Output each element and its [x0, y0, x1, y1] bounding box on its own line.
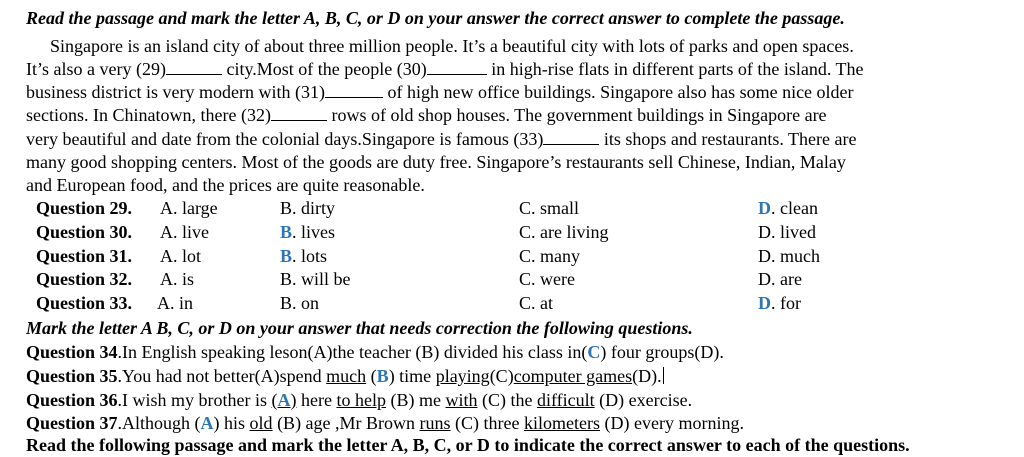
- passage-line: and European food, and the prices are quite reasonable.: [26, 175, 425, 195]
- blank-29[interactable]: [166, 59, 222, 75]
- answer-mark: C: [587, 342, 601, 362]
- question-label: Question 29.: [36, 198, 133, 218]
- question-label: Question 30.: [36, 222, 133, 242]
- answer-mark: B: [376, 366, 389, 386]
- option-b[interactable]: B. dirty: [280, 198, 336, 218]
- instruction-heading: Mark the letter A B, C, or D on your answer that needs correction the following questions.: [26, 318, 693, 338]
- passage-line: Singapore is an island city of about three million people. It’s a beautiful city with lots of parks and open spaces.: [50, 36, 854, 56]
- next-instruction-cutoff: Read the following passage and mark the letter A, B, C, or D to indicate the correct answer to each of the questions.: [26, 435, 910, 455]
- passage-line: It’s also a very (29) city.Most of the people (30) in high-rise flats in different parts of the island. The: [26, 59, 864, 79]
- blank-31[interactable]: [325, 82, 383, 98]
- passage-line: very beautiful and date from the colonial days.Singapore is famous (33) its shops and restaurants. There are: [26, 129, 857, 149]
- option-d-selected[interactable]: D. clean: [758, 198, 818, 218]
- option-a[interactable]: A. large: [160, 198, 218, 218]
- option-c[interactable]: C. small: [519, 198, 580, 218]
- passage-line: business district is very modern with (31) of high new office buildings. Singapore also has some nice older: [26, 82, 854, 102]
- option-b[interactable]: B. on: [280, 293, 320, 313]
- option-c[interactable]: C. are living: [519, 222, 609, 242]
- option-a[interactable]: A. in: [157, 293, 193, 313]
- option-c[interactable]: C. many: [519, 246, 580, 266]
- instruction-heading: Read the passage and mark the letter A, B, C, or D on your answer the correct answer to complete the passage.: [26, 8, 845, 28]
- question-37: Question 37.Although (A) his old (B) age ,Mr Brown runs (C) three kilometers (D) every morning.: [26, 413, 744, 433]
- option-c[interactable]: C. at: [519, 293, 553, 313]
- blank-33[interactable]: [543, 129, 599, 145]
- text-cursor: [663, 367, 664, 384]
- option-a[interactable]: A. is: [160, 269, 195, 289]
- option-b-selected[interactable]: B. lots: [280, 246, 328, 266]
- question-label: Question 33.: [36, 293, 133, 313]
- option-a[interactable]: A. lot: [160, 246, 202, 266]
- passage-line: many good shopping centers. Most of the goods are duty free. Singapore’s restaurants sell Chinese, Indian, Malay: [26, 152, 846, 172]
- question-label: Question 32.: [36, 269, 133, 289]
- option-b-selected[interactable]: B. lives: [280, 222, 336, 242]
- question-label: Question 31.: [36, 246, 133, 266]
- option-b[interactable]: B. will be: [280, 269, 351, 289]
- question-36: Question 36.I wish my brother is (A) here to help (B) me with (C) the difficult (D) exercise.: [26, 390, 693, 410]
- question-34: Question 34.In English speaking leson(A)the teacher (B) divided his class in(C) four groups(D).: [26, 342, 724, 362]
- passage-line: sections. In Chinatown, there (32) rows of old shop houses. The government buildings in Singapore are: [26, 105, 827, 125]
- blank-30[interactable]: [427, 59, 487, 75]
- blank-32[interactable]: [271, 105, 327, 121]
- option-d[interactable]: D. are: [758, 269, 802, 289]
- option-d-selected[interactable]: D. for: [758, 293, 801, 313]
- answer-mark: A: [277, 390, 291, 410]
- option-d[interactable]: D. much: [758, 246, 820, 266]
- question-35: Question 35.You had not better(A)spend much (B) time playing(C)computer games(D).: [26, 366, 662, 386]
- option-c[interactable]: C. were: [519, 269, 575, 289]
- answer-mark: A: [200, 413, 214, 433]
- option-d[interactable]: D. lived: [758, 222, 816, 242]
- option-a[interactable]: A. live: [160, 222, 209, 242]
